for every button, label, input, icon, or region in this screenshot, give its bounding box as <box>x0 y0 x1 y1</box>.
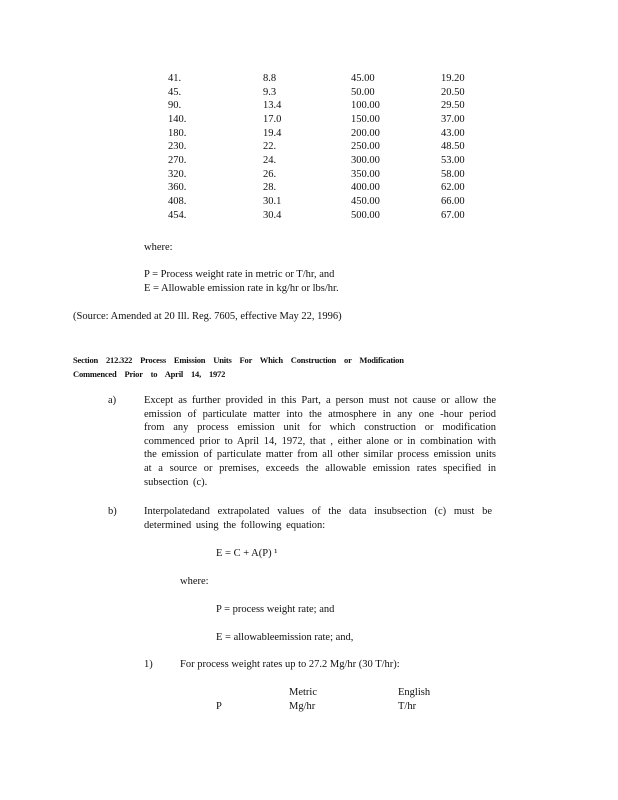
section-heading-line1: Section 212.322 Process Emission Units For Which Construction or Modification <box>73 355 404 365</box>
table-cell: 350.00 <box>351 168 380 180</box>
definition-p-2: P = process weight rate; and <box>216 604 335 615</box>
table-row <box>160 195 501 209</box>
table-cell: 360. <box>168 182 187 194</box>
table-cell: 45.00 <box>351 73 375 84</box>
table-cell: 30.1 <box>263 195 282 207</box>
table-cell: 43.00 <box>441 127 465 139</box>
equation: E = C + A(P) ¹ <box>216 548 278 559</box>
table-cell: 230. <box>168 141 187 153</box>
table-cell: 180. <box>168 127 187 139</box>
column-label-p: P <box>216 701 222 712</box>
definition-p: P = Process weight rate in metric or T/hr, and <box>144 269 335 280</box>
table-cell: 454. <box>168 209 187 221</box>
table-cell: 450.00 <box>351 195 380 207</box>
where-label: where: <box>144 242 173 253</box>
table-cell: 53.00 <box>441 154 465 166</box>
table-cell: 50.00 <box>351 86 375 98</box>
table-cell: 66.00 <box>441 195 465 207</box>
paragraph-b-text: Interpolatedand extrapolated values of the data insubsection (c) must be determined using the following equation: <box>144 506 492 531</box>
column-header-metric: Metric <box>289 687 317 698</box>
table-cell: 250.00 <box>351 141 380 153</box>
table-row <box>160 168 501 182</box>
paragraph-b-label: b) <box>108 506 117 517</box>
table-row <box>160 181 501 195</box>
table-cell: 37.00 <box>441 113 465 125</box>
table-cell: 48.50 <box>441 141 465 153</box>
table-row <box>160 154 501 168</box>
paragraph-a-text: Except as further provided in this Part, a person must not cause or allow the emission of particulate matter into the atmosphere in any one -hour period from any process emission unit for which construction or modification commenced prior to April 14, 1972, that , either alone or in combination with the emission of particulate matter from all other similar process emission units at a source or premises, exceeds the allowable emission rates specified in subsection (c). <box>144 395 496 488</box>
table-row <box>160 86 501 100</box>
item-1-text: For process weight rates up to 27.2 Mg/hr (30 T/hr): <box>180 659 400 670</box>
table-cell: 8.8 <box>263 73 277 84</box>
table-cell: 270. <box>168 154 187 166</box>
table-cell: 19.4 <box>263 127 282 139</box>
table-cell: 150.00 <box>351 113 380 125</box>
table-cell: 28. <box>263 182 277 194</box>
table-cell: 45. <box>168 86 182 98</box>
table-row <box>160 72 501 86</box>
column-unit-english: T/hr <box>398 701 417 712</box>
table-cell: 140. <box>168 113 187 125</box>
table-cell: 58.00 <box>441 168 465 180</box>
table-cell: 9.3 <box>263 86 277 98</box>
table-cell: 19.20 <box>441 73 465 84</box>
table-cell: 29.50 <box>441 100 465 112</box>
column-unit-metric: Mg/hr <box>289 701 316 712</box>
table-cell: 62.00 <box>441 182 465 194</box>
section-heading-line2: Commenced Prior to April 14, 1972 <box>73 369 226 379</box>
table-row <box>160 99 501 113</box>
paragraph-a-label: a) <box>108 395 117 406</box>
emission-rate-table <box>160 72 501 222</box>
table-row <box>160 127 501 141</box>
column-header-english: English <box>398 687 431 698</box>
table-cell: 41. <box>168 73 182 84</box>
item-1-label: 1) <box>144 659 153 670</box>
table-cell: 320. <box>168 168 187 180</box>
table-cell: 20.50 <box>441 86 465 98</box>
table-row <box>160 113 501 127</box>
source-note: (Source: Amended at 20 Ill. Reg. 7605, effective May 22, 1996) <box>73 311 342 322</box>
table-cell: 22. <box>263 141 277 153</box>
table-cell: 200.00 <box>351 127 380 139</box>
table-cell: 13.4 <box>263 100 282 112</box>
table-cell: 500.00 <box>351 209 380 221</box>
table-cell: 26. <box>263 168 277 180</box>
table-row <box>160 140 501 154</box>
table-cell: 90. <box>168 100 182 112</box>
table-cell: 67.00 <box>441 209 465 221</box>
table-row <box>160 209 501 223</box>
definition-e-2: E = allowableemission rate; and, <box>216 632 354 643</box>
table-cell: 17.0 <box>263 113 282 125</box>
table-cell: 30.4 <box>263 209 282 221</box>
table-cell: 300.00 <box>351 154 380 166</box>
definition-e: E = Allowable emission rate in kg/hr or lbs/hr. <box>144 283 339 294</box>
where-label-2: where: <box>180 576 209 587</box>
section-heading <box>73 353 463 381</box>
table-cell: 100.00 <box>351 100 380 112</box>
table-cell: 408. <box>168 195 187 207</box>
table-cell: 400.00 <box>351 182 380 194</box>
table-cell: 24. <box>263 154 277 166</box>
